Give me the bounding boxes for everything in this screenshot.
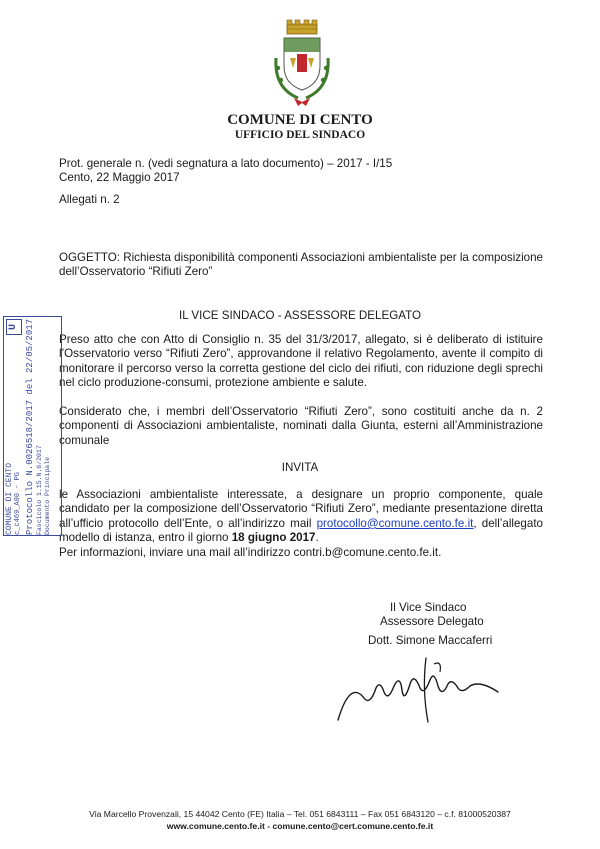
invite-text-middle: , dell’allegato modello di istanza, entro il giorno — [59, 516, 543, 545]
attachments-line: Allegati n. 2 — [59, 193, 120, 206]
stamp-line-1: COMUNE DI CENTO — [5, 462, 14, 535]
stamp-line-2: c_c469_A00 - PG — [14, 471, 22, 535]
protocol-line: Prot. generale n. (vedi segnatura a lato documento) – 2017 - I/15 — [59, 157, 393, 170]
body-paragraph-1: Preso atto che con Atto di Consiglio n. 35 del 31/3/2017, allegato, si è deliberato di istituire l’Osservatorio verso “Rifiuti Zero”, approvandone il relativo Regolamento, avente il compito di monitorare il percorso verso la corretta gestione del ciclo dei rifiuti, con riduzione degli sprechi nel ciclo produzione-consumi, protezione ambiente e salute. — [59, 333, 543, 390]
invite-text-end: . — [315, 531, 319, 545]
signatory-role-2: Assessore Delegato — [380, 615, 484, 628]
signatory-role-1: Il Vice Sindaco — [390, 601, 467, 614]
invite-paragraph — [59, 488, 543, 546]
invite-text-start: le Associazioni ambientaliste interessate, a designare un proprio componente, quale candidato per la composizione dell’Osservatorio “Rifiuti Zero”, mediante presentazione diretta all’ufficio protocollo dell’Ente, o all’indirizzo mail — [59, 488, 543, 530]
protocol-stamp — [3, 316, 62, 536]
date-line: Cento, 22 Maggio 2017 — [59, 171, 180, 184]
office-subtitle: UFFICIO DEL SINDACO — [234, 129, 366, 141]
handwritten-signature — [330, 650, 510, 730]
body-paragraph-2: Considerato che, i membri dell’Osservatorio “Rifiuti Zero”, sono costituiti anche da n. 2 componenti di Associazioni ambientaliste, nominati dalla Giunta, esterni all’Amministrazione comunale — [59, 405, 543, 447]
footer-web: www.comune.cento.fe.it - comune.cento@cert.comune.cento.fe.it — [166, 821, 434, 831]
invita-heading: INVITA — [281, 461, 319, 474]
sender-heading: IL VICE SINDACO - ASSESSORE DELEGATO — [178, 309, 422, 322]
protocol-email-link[interactable]: protocollo@comune.cento.fe.it — [316, 516, 474, 530]
stamp-line-5: Documento Principale — [44, 456, 51, 535]
deadline-date: 18 giugno 2017 — [231, 531, 316, 545]
signatory-name: Dott. Simone Maccaferri — [368, 634, 493, 647]
coat-of-arms-logo — [266, 18, 338, 108]
subject-paragraph: OGGETTO: Richiesta disponibilità componenti Associazioni ambientaliste per la composizione dell’Osservatorio “Rifiuti Zero” — [59, 251, 543, 279]
footer-address: Via Marcello Provenzali, 15 44042 Cento (FE) Italia – Tel. 051 6843111 – Fax 051 6843120 – c.f. 81000520387 — [89, 809, 511, 819]
stamp-line-4: Fascicolo 1.15.N.6/2017 — [36, 445, 43, 535]
info-line: Per informazioni, inviare una mail all’indirizzo contri.b@comune.cento.fe.it. — [59, 546, 442, 559]
municipality-title: COMUNE DI CENTO — [227, 112, 373, 128]
stamp-direction-mark: U — [6, 319, 22, 335]
stamp-line-3: Protocollo N.0026518/2017 del 22/05/2017 — [25, 318, 35, 535]
